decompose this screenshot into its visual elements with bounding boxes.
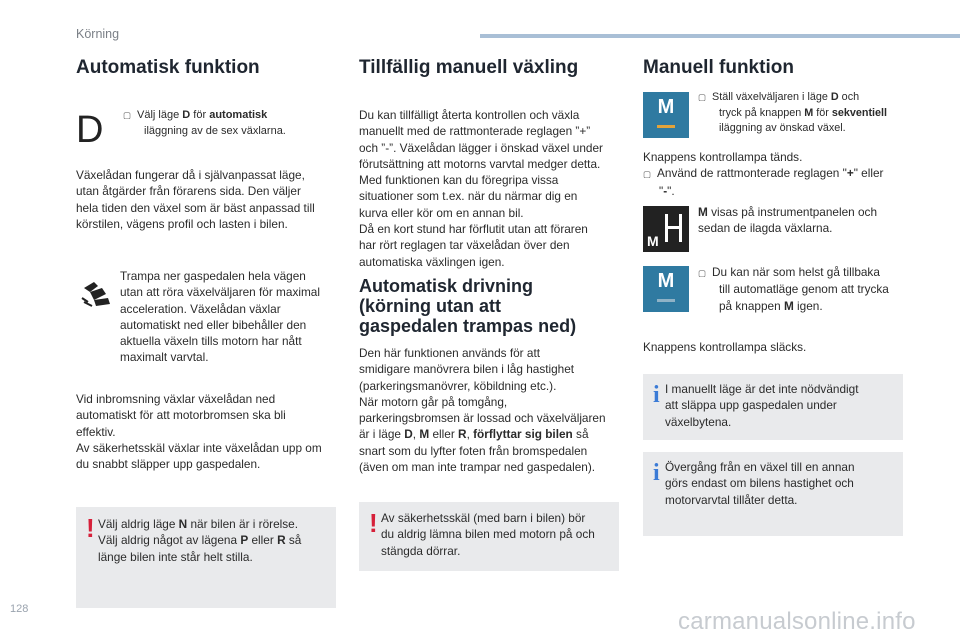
watermark: carmanualsonline.info bbox=[678, 608, 916, 635]
info-icon: i bbox=[653, 460, 660, 486]
section-title: Körning bbox=[76, 27, 120, 41]
bullet-marker: ▢ bbox=[123, 110, 132, 120]
paragraph-engine-braking: Vid inbromsning växlar växelådan ned automatiskt för att motorbromsen ska bli effektiv. Av säkerhetsskäl växlar inte växelådan upp om du snabbt släpper upp gaspedalen. bbox=[76, 392, 322, 472]
paragraph-lamp-on: Knappens kontrollampa tänds. ▢ Använd de rattmonterade reglagen "+" eller "-". bbox=[643, 150, 884, 198]
heading-manuell-funktion: Manuell funktion bbox=[643, 57, 794, 78]
info-box-accelerator bbox=[643, 374, 903, 440]
warning-text: Välj aldrig läge N när bilen är i rörelse. Välj aldrig något av lägena P eller R så länge bilen inte står helt stilla. bbox=[98, 517, 302, 564]
bullet-marker: ▢ bbox=[698, 92, 707, 102]
bullet-return-auto: ▢ Du kan när som helst gå tillbaka till automatläge genom att trycka på knappen M igen. bbox=[698, 265, 889, 313]
lamp-off-indicator bbox=[657, 299, 675, 302]
m-button-icon: M bbox=[643, 92, 689, 138]
paragraph-self-adaptive: Växelådan fungerar då i självanpassat läge, utan åtgärder från förarens sida. Den väljer hela tiden den växel som är bäst anpassad till körstilen, vägens profil och lasten i bilen. bbox=[76, 168, 315, 231]
warning-icon: ! bbox=[86, 513, 95, 543]
header-bar bbox=[480, 34, 960, 38]
svg-text:M: M bbox=[647, 233, 659, 249]
paragraph-creep: Den här funktionen används för att smidigare manövrera bilen i låg hastighet (parkeringsmanövrer, köbildning etc.). När motorn går på tomgång, parkeringsbromsen är lossad och växelväljaren är i läge D, M eller R, förflyttar sig bilen så snart som du lyfter foten från bromspedalen (även om man inte trampar ned gaspedalen). bbox=[359, 346, 606, 475]
heading-automatisk-drivning: Automatisk drivning (körning utan att gaspedalen trampas ned) bbox=[359, 276, 577, 336]
info-text: Övergång från en växel till en annan görs endast om bilens hastighet och motorvarvtal tillåter detta. bbox=[665, 460, 855, 507]
info-icon: i bbox=[653, 382, 660, 408]
paragraph-temporary-manual: Du kan tillfälligt återta kontrollen och växla manuellt med de rattmonterade reglagen ”+” och ”-”. Växelådan lägger i önskad växel under förutsättning att motorns varvtal medger detta. Med funktionen kan du föregripa vissa situationer som t.ex. när du närmar dig en kurva eller kör om en annan bil. Då en kort stund har förflutit utan att föraren har rört reglagen tar växelådan över den automatiska växlingen igen. bbox=[359, 108, 603, 269]
bullet-press-m: ▢ Ställ växelväljaren i läge D och tryck på knappen M för sekventiell iläggning av önskad växel. bbox=[698, 91, 888, 135]
instrument-display-icon bbox=[643, 206, 689, 252]
heading-tillfallig-manuell: Tillfällig manuell växling bbox=[359, 57, 579, 78]
lamp-on-indicator bbox=[657, 125, 675, 128]
info-box-gear-change bbox=[643, 452, 903, 536]
bullet-marker: ▢ bbox=[698, 268, 707, 278]
paragraph-display-m: M visas på instrumentpanelen och sedan de ilagda växlarna. bbox=[698, 205, 878, 236]
warning-box-neutral bbox=[76, 507, 336, 608]
warning-icon: ! bbox=[369, 508, 378, 538]
page-number: 128 bbox=[10, 603, 29, 615]
info-text: I manuellt läge är det inte nödvändigt att släppa upp gaspedalen under växelbytena. bbox=[665, 382, 859, 429]
m-button-icon: M bbox=[643, 266, 689, 312]
foot-pedal-icon bbox=[80, 278, 114, 310]
paragraph-lamp-off: Knappens kontrollampa släcks. bbox=[643, 340, 807, 354]
bullet-marker: ▢ bbox=[643, 169, 652, 180]
d-position-icon: D bbox=[76, 109, 104, 151]
bullet-select-d: ▢ Välj läge D för automatisk iläggning av de sex växlarna. bbox=[123, 109, 286, 137]
warning-text: Av säkerhetsskäl (med barn i bilen) bör du aldrig lämna bilen med motorn på och stängda dörrar. bbox=[381, 511, 595, 558]
warning-box-children bbox=[359, 502, 619, 571]
heading-automatisk-funktion: Automatisk funktion bbox=[76, 57, 260, 78]
paragraph-kickdown: Trampa ner gaspedalen hela vägen utan att röra växelväljaren för maximal acceleration. Växelådan växlar automatiskt ned eller bibehåller den aktuella växeln tills motorn har nått maximalt varvtal. bbox=[120, 269, 320, 365]
